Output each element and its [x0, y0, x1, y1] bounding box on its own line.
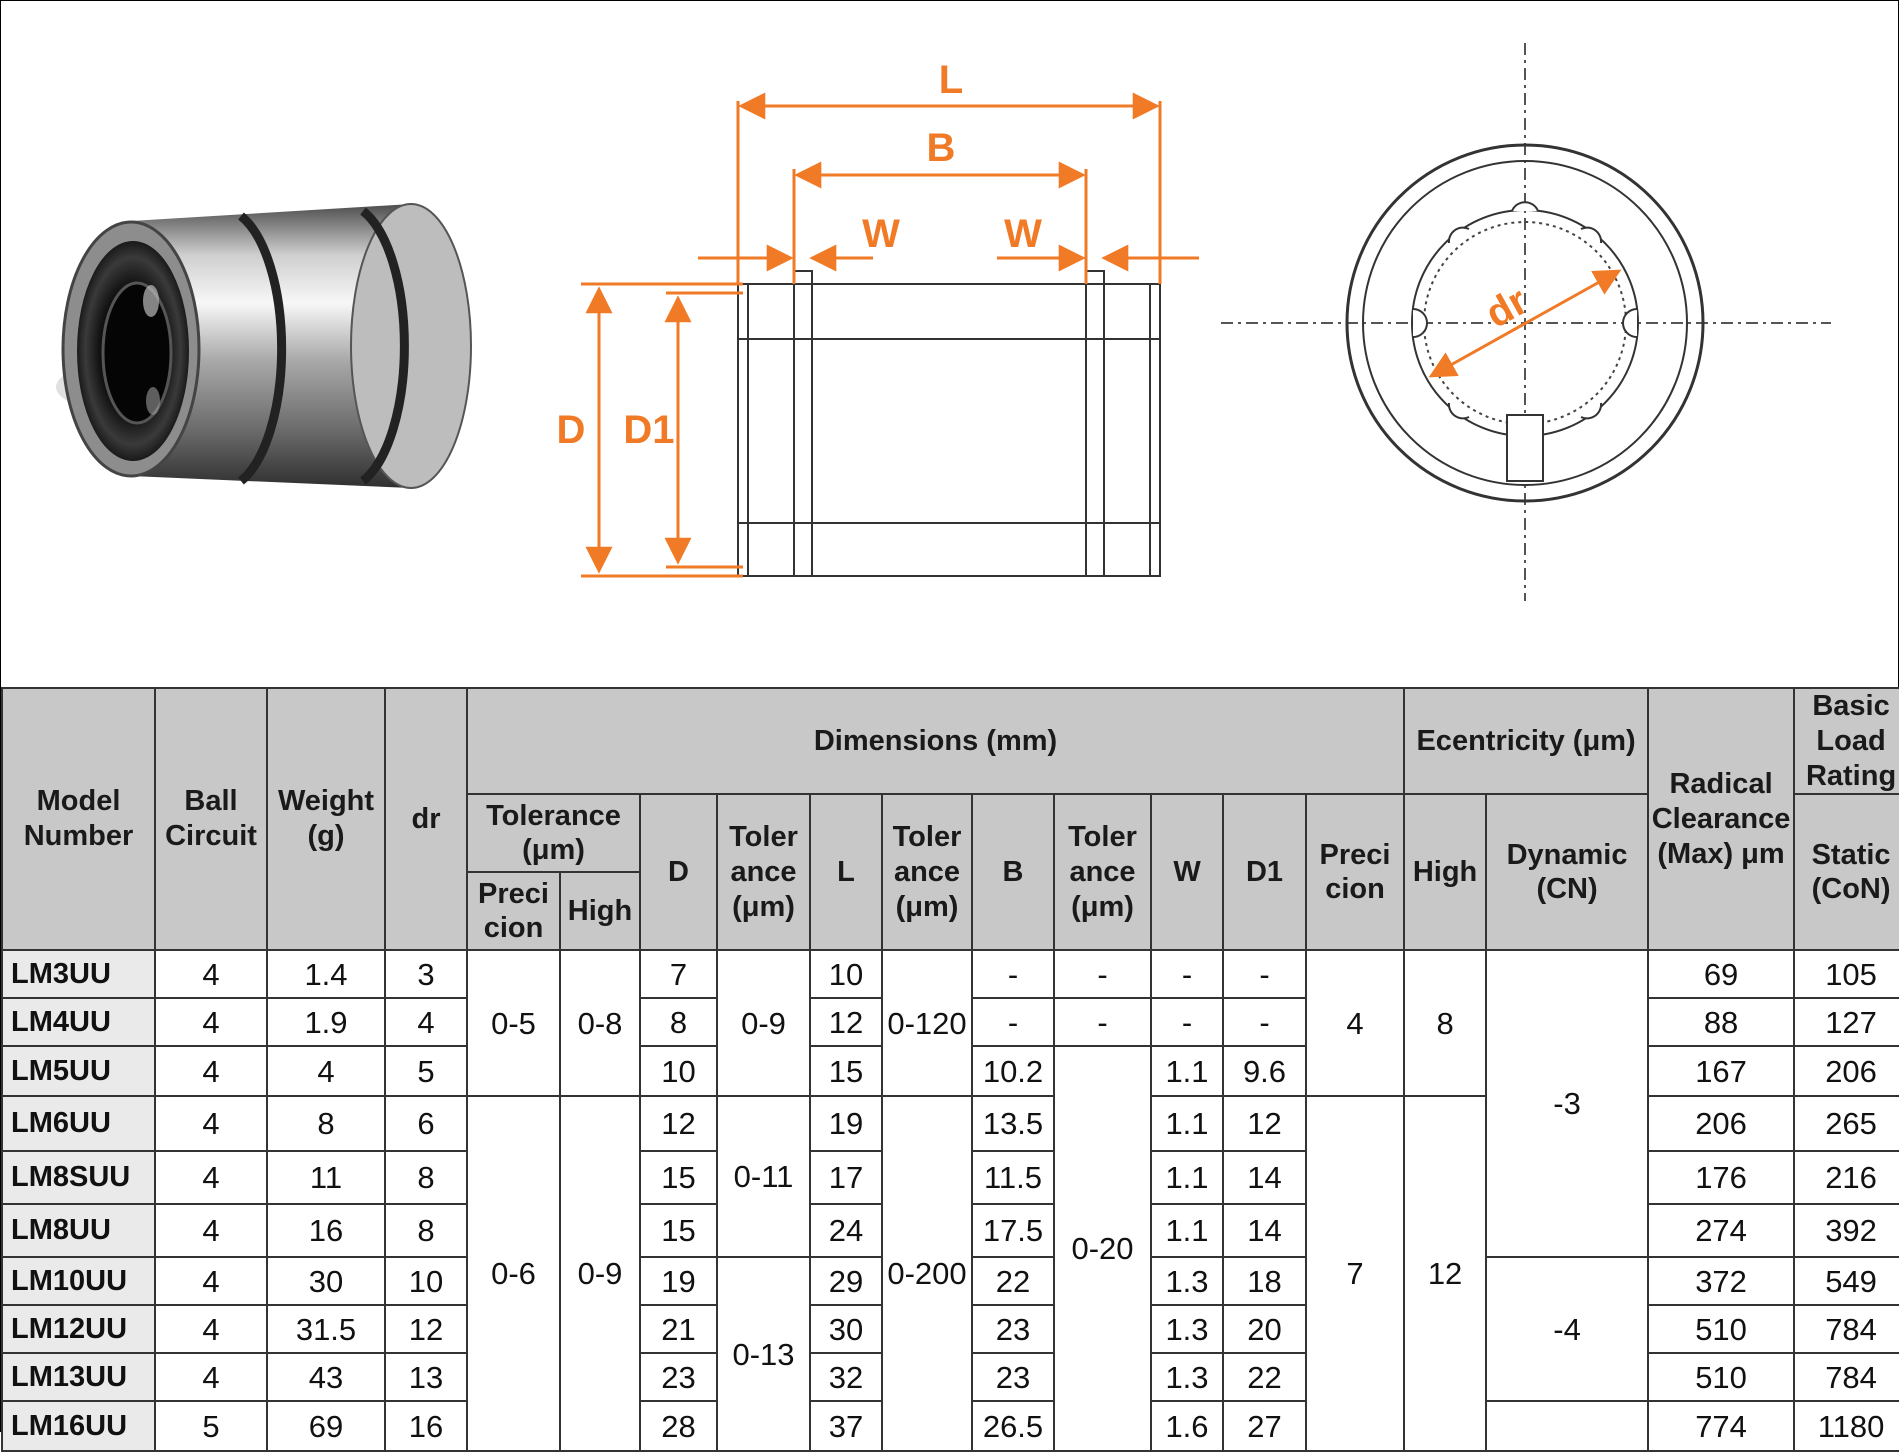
cell-model: LM4UU [2, 998, 155, 1046]
cell-tol-D: 0-11 [717, 1096, 810, 1257]
cell-ecc-high: 8 [1404, 950, 1486, 1096]
cell-W: 1.3 [1151, 1257, 1223, 1305]
cell-D: 8 [640, 998, 717, 1046]
cell-dr: 3 [385, 950, 467, 998]
cell-clearance [1486, 1401, 1648, 1451]
cell-W: - [1151, 998, 1223, 1046]
header-ecc-precision: Preci cion [1306, 794, 1404, 950]
cell-ball: 4 [155, 950, 267, 998]
cell-tol-B: - [1054, 950, 1151, 998]
header-W: W [1151, 794, 1223, 950]
cell-B: 22 [972, 1257, 1054, 1305]
cell-D1: 22 [1223, 1353, 1306, 1401]
cell-D1: 9.6 [1223, 1046, 1306, 1096]
cell-dynamic: 206 [1648, 1096, 1794, 1151]
cell-dr: 16 [385, 1401, 467, 1451]
cell-dr: 12 [385, 1305, 467, 1353]
label-D1: D1 [623, 408, 675, 452]
header-ecc-high: High [1404, 794, 1486, 950]
cell-ball: 4 [155, 1353, 267, 1401]
cell-dynamic: 88 [1648, 998, 1794, 1046]
cell-ball: 5 [155, 1401, 267, 1451]
cell-static: 549 [1794, 1257, 1899, 1305]
cell-ecc-precision: 7 [1306, 1096, 1404, 1451]
label-L: L [938, 58, 964, 102]
table-header-row [2, 688, 1899, 794]
cell-W: 1.1 [1151, 1096, 1223, 1151]
cell-tol-L: 0-200 [882, 1096, 972, 1451]
cell-B: - [972, 950, 1054, 998]
cell-model: LM3UU [2, 950, 155, 998]
cell-L: 19 [810, 1096, 882, 1151]
bearing-drawings [1, 1, 1898, 687]
cell-dynamic: 510 [1648, 1305, 1794, 1353]
side-view-drawing [738, 271, 1160, 576]
cell-D: 23 [640, 1353, 717, 1401]
cell-dynamic: 167 [1648, 1046, 1794, 1096]
header-radical-clearance: Radical Clearance (Max) μm [1648, 688, 1794, 950]
cell-tol-precision: 0-6 [467, 1096, 560, 1451]
header-tolerance-L: Toler ance (μm) [882, 794, 972, 950]
cell-tol-L: 0-120 [882, 950, 972, 1096]
cell-W: 1.1 [1151, 1046, 1223, 1096]
cell-tol-precision: 0-5 [467, 950, 560, 1096]
cell-model: LM10UU [2, 1257, 155, 1305]
cell-tol-B: - [1054, 998, 1151, 1046]
cell-D: 12 [640, 1096, 717, 1151]
cell-tol-B: 0-20 [1054, 1046, 1151, 1451]
header-tolerance: Tolerance (μm) [467, 794, 640, 872]
cell-weight: 1.4 [267, 950, 385, 998]
cell-dr: 10 [385, 1257, 467, 1305]
cell-D: 15 [640, 1151, 717, 1204]
header-precision: Preci cion [467, 872, 560, 950]
cell-model: LM8UU [2, 1204, 155, 1257]
cell-weight: 16 [267, 1204, 385, 1257]
cell-dr: 4 [385, 998, 467, 1046]
cell-D1: 27 [1223, 1401, 1306, 1451]
cell-B: 23 [972, 1353, 1054, 1401]
cell-D1: 12 [1223, 1096, 1306, 1151]
cell-ball: 4 [155, 1204, 267, 1257]
cell-D: 28 [640, 1401, 717, 1451]
cell-L: 15 [810, 1046, 882, 1096]
cell-L: 10 [810, 950, 882, 998]
header-tolerance-B: Toler ance (μm) [1054, 794, 1151, 950]
cell-L: 30 [810, 1305, 882, 1353]
cell-tol-high: 0-8 [560, 950, 640, 1096]
cell-ball: 4 [155, 1046, 267, 1096]
end-view-drawing [1221, 43, 1831, 601]
cell-dynamic: 774 [1648, 1401, 1794, 1451]
header-tolerance-D: Toler ance (μm) [717, 794, 810, 950]
cell-model: LM5UU [2, 1046, 155, 1096]
header-ball-circuit: Ball Circuit [155, 688, 267, 950]
label-B: B [926, 126, 956, 170]
cell-L: 12 [810, 998, 882, 1046]
cell-weight: 30 [267, 1257, 385, 1305]
header-D: D [640, 794, 717, 950]
cell-model: LM13UU [2, 1353, 155, 1401]
bearing-photo [56, 204, 471, 488]
header-L: L [810, 794, 882, 950]
cell-W: 1.1 [1151, 1151, 1223, 1204]
cell-weight: 43 [267, 1353, 385, 1401]
header-high: High [560, 872, 640, 950]
spec-table [1, 687, 1899, 1452]
label-D: D [556, 408, 586, 452]
cell-clearance: -3 [1486, 950, 1648, 1257]
cell-D: 7 [640, 950, 717, 998]
cell-static: 784 [1794, 1353, 1899, 1401]
cell-dynamic: 69 [1648, 950, 1794, 998]
bearing-figure-panel [1, 1, 1898, 690]
cell-model: LM16UU [2, 1401, 155, 1451]
cell-D1: - [1223, 950, 1306, 998]
cell-weight: 4 [267, 1046, 385, 1096]
cell-D: 21 [640, 1305, 717, 1353]
cell-dynamic: 372 [1648, 1257, 1794, 1305]
cell-D: 10 [640, 1046, 717, 1096]
cell-W: - [1151, 950, 1223, 998]
cell-B: 11.5 [972, 1151, 1054, 1204]
cell-D: 19 [640, 1257, 717, 1305]
cell-dr: 13 [385, 1353, 467, 1401]
cell-model: LM6UU [2, 1096, 155, 1151]
cell-clearance: -4 [1486, 1257, 1648, 1401]
cell-model: LM8SUU [2, 1151, 155, 1204]
cell-L: 32 [810, 1353, 882, 1401]
cell-weight: 8 [267, 1096, 385, 1151]
cell-static: 216 [1794, 1151, 1899, 1204]
header-B: B [972, 794, 1054, 950]
cell-static: 1180 [1794, 1401, 1899, 1451]
cell-static: 127 [1794, 998, 1899, 1046]
cell-static: 105 [1794, 950, 1899, 998]
cell-B: 13.5 [972, 1096, 1054, 1151]
cell-L: 24 [810, 1204, 882, 1257]
cell-weight: 69 [267, 1401, 385, 1451]
cell-D1: 14 [1223, 1204, 1306, 1257]
header-dimensions: Dimensions (mm) [467, 688, 1404, 794]
cell-dynamic: 176 [1648, 1151, 1794, 1204]
cell-D1: 14 [1223, 1151, 1306, 1204]
cell-dr: 8 [385, 1151, 467, 1204]
cell-tol-D: 0-9 [717, 950, 810, 1096]
cell-L: 37 [810, 1401, 882, 1451]
cell-static: 206 [1794, 1046, 1899, 1096]
cell-D1: 20 [1223, 1305, 1306, 1353]
header-D1: D1 [1223, 794, 1306, 950]
cell-D1: 18 [1223, 1257, 1306, 1305]
cell-dr: 5 [385, 1046, 467, 1096]
cell-model: LM12UU [2, 1305, 155, 1353]
header-static: Static (CoN) [1794, 794, 1899, 950]
header-eccentricity: Ecentricity (μm) [1404, 688, 1648, 794]
header-model-number: Model Number [2, 688, 155, 950]
header-dynamic: Dynamic (CN) [1486, 794, 1648, 950]
cell-static: 784 [1794, 1305, 1899, 1353]
cell-ball: 4 [155, 998, 267, 1046]
cell-W: 1.1 [1151, 1204, 1223, 1257]
cell-D1: - [1223, 998, 1306, 1046]
cell-D: 15 [640, 1204, 717, 1257]
cell-B: 10.2 [972, 1046, 1054, 1096]
cell-dr: 6 [385, 1096, 467, 1151]
label-dr: dr [1478, 278, 1535, 337]
cell-B: 17.5 [972, 1204, 1054, 1257]
cell-ball: 4 [155, 1096, 267, 1151]
cell-dynamic: 510 [1648, 1353, 1794, 1401]
cell-W: 1.6 [1151, 1401, 1223, 1451]
header-basic-load-rating: Basic Load Rating [1794, 688, 1899, 794]
header-dr: dr [385, 688, 467, 950]
cell-ball: 4 [155, 1257, 267, 1305]
cell-tol-D: 0-13 [717, 1257, 810, 1451]
cell-B: 23 [972, 1305, 1054, 1353]
cell-B: - [972, 998, 1054, 1046]
cell-dr: 8 [385, 1204, 467, 1257]
cell-static: 265 [1794, 1096, 1899, 1151]
cell-B: 26.5 [972, 1401, 1054, 1451]
cell-ecc-precision: 4 [1306, 950, 1404, 1096]
header-weight: Weight (g) [267, 688, 385, 950]
cell-weight: 1.9 [267, 998, 385, 1046]
cell-ecc-high: 12 [1404, 1096, 1486, 1451]
label-W-left: W [862, 212, 900, 256]
cell-W: 1.3 [1151, 1353, 1223, 1401]
cell-tol-high: 0-9 [560, 1096, 640, 1451]
cell-static: 392 [1794, 1204, 1899, 1257]
cell-weight: 31.5 [267, 1305, 385, 1353]
cell-ball: 4 [155, 1151, 267, 1204]
cell-weight: 11 [267, 1151, 385, 1204]
cell-dynamic: 274 [1648, 1204, 1794, 1257]
cell-L: 29 [810, 1257, 882, 1305]
table-row [2, 950, 1899, 998]
cell-ball: 4 [155, 1305, 267, 1353]
cell-W: 1.3 [1151, 1305, 1223, 1353]
cell-L: 17 [810, 1151, 882, 1204]
label-W-right: W [1004, 212, 1042, 256]
